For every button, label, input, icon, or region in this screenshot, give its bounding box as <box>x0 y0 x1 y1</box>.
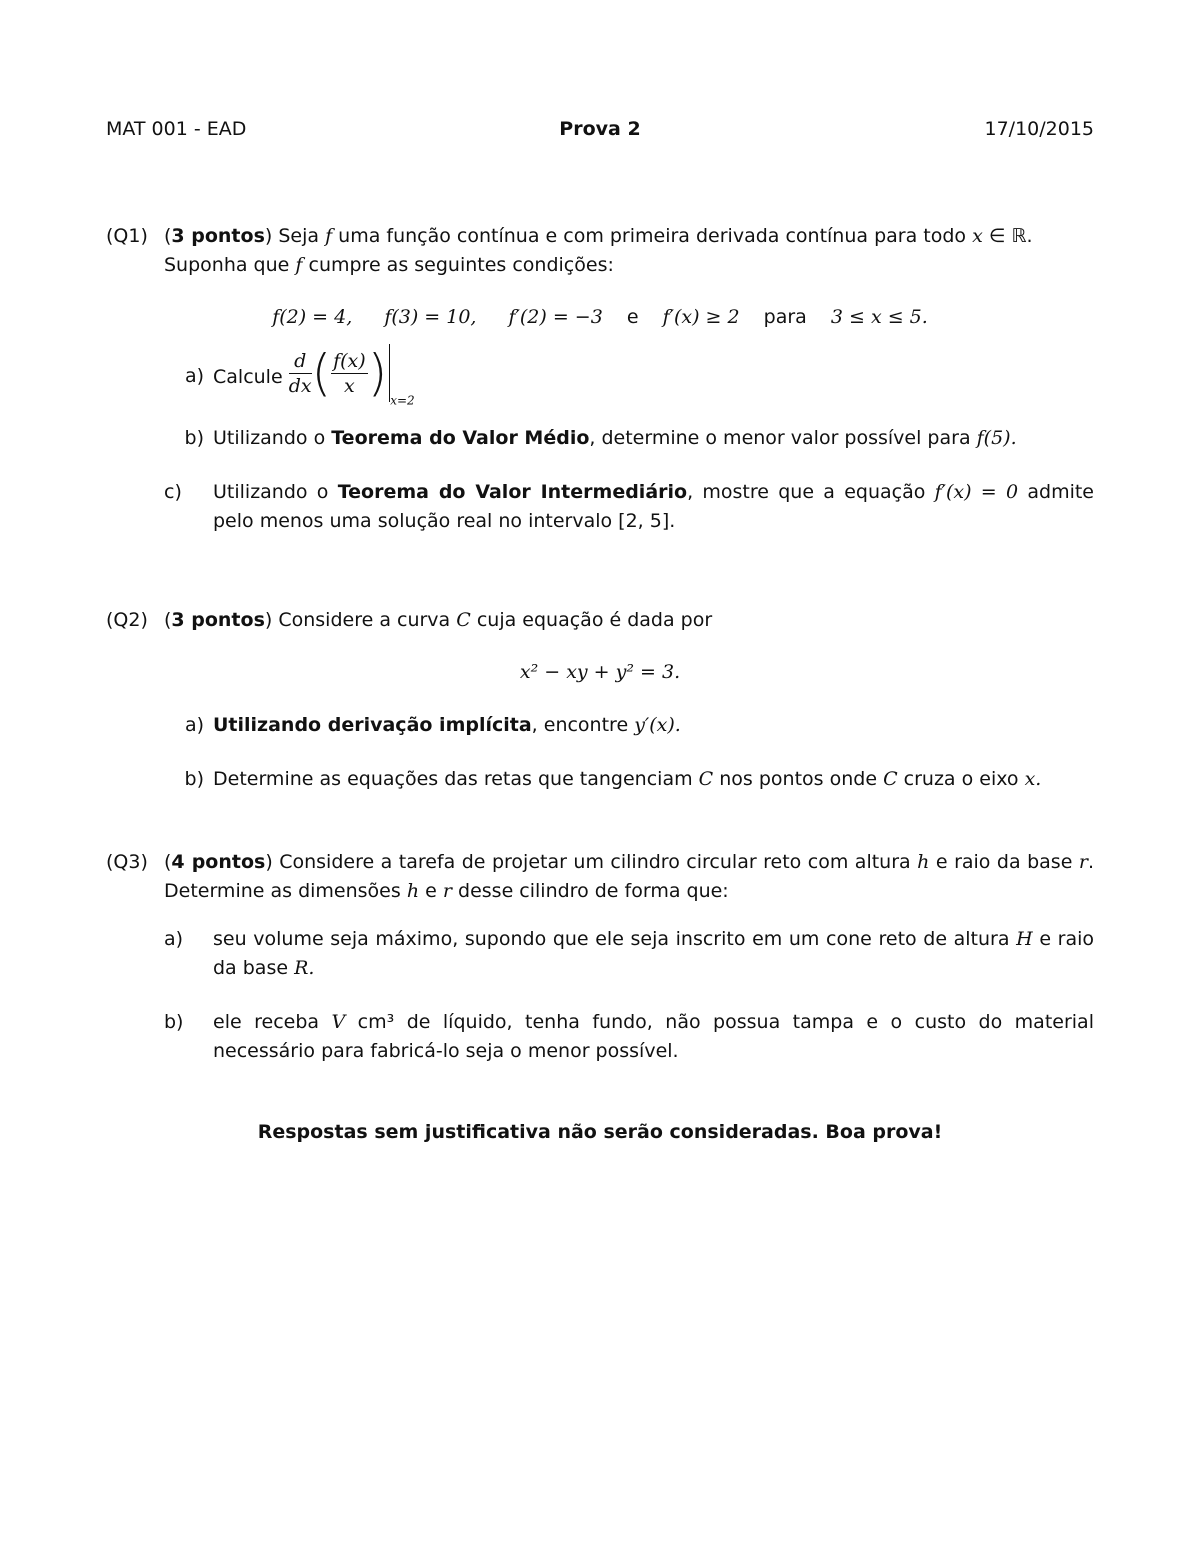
curve-equation: x² − xy + y² = 3. <box>519 661 681 683</box>
question-points: 3 pontos <box>171 225 265 247</box>
item-text: Utilizando o <box>213 427 326 449</box>
quotient-fraction: $\frac{f(x)}{x}$ <box>333 349 366 397</box>
item-label: a) <box>184 714 204 736</box>
item-label: c) <box>164 481 182 503</box>
exam-header <box>106 118 1094 144</box>
item-text: nos pontos onde <box>719 768 878 790</box>
condition: f′(x) ≥ 2 <box>662 306 740 328</box>
question-points: 4 pontos <box>171 851 266 873</box>
question-intro: (4 pontos) Considere a tarefa de projetar um cilindro circular reto com altura h e raio da base r. Determine as dimensões h e r desse cilindro de forma que: <box>164 851 1095 902</box>
item-a <box>164 925 1094 983</box>
intro-text: Considere a tarefa de projetar um cilindro circular reto com altura <box>279 851 911 873</box>
math-x-in-R: x <box>972 225 983 247</box>
math-expr: x. <box>1024 768 1042 790</box>
item-text: , encontre <box>531 714 629 736</box>
item-c <box>164 478 1094 536</box>
question-label: (Q1) <box>106 225 148 247</box>
item-text: Calcule <box>213 365 283 388</box>
intro-text: e raio da base <box>935 851 1073 873</box>
condition-connector: e <box>626 306 639 328</box>
math-C: C <box>456 609 471 631</box>
intro-text: . Determine as dimensões <box>164 851 1095 902</box>
question-intro: (3 pontos) Seja f uma função contínua e com primeira derivada contínua para todo x ∈ ℝ. Suponha que f cumpre as seguintes condições: <box>164 225 1033 276</box>
right-paren: ) <box>367 344 388 402</box>
item-text: de líquido, tenha fundo, não possua tampa e o custo do material necessário para fabricá-lo seja o menor possível. <box>213 1011 1094 1062</box>
math-R: R. <box>294 957 315 979</box>
closing-note: Respostas sem justificativa não serão consideradas. Boa prova! <box>257 1121 943 1143</box>
math-h: h <box>406 880 420 902</box>
item-text: cruza o eixo <box>903 768 1019 790</box>
math-expr: y′(x). <box>634 714 681 736</box>
item-label: a) <box>184 365 204 387</box>
math-expr: f′(x) = 0 <box>934 481 1019 503</box>
item-text: seu volume seja máximo, supondo que ele seja inscrito em um cone reto de altura <box>213 928 1010 950</box>
math-expr: f(5). <box>976 427 1017 449</box>
left-paren: ( <box>311 344 332 402</box>
item-a <box>164 711 1094 740</box>
intro-text: Considere a curva <box>278 609 451 631</box>
item-text: e raio da base <box>213 928 1094 979</box>
item-text: , determine o menor valor possível para <box>589 427 971 449</box>
condition: f(3) = 10, <box>384 306 477 328</box>
item-a <box>164 344 1094 414</box>
math-r: r <box>1078 851 1088 873</box>
item-b <box>164 424 1094 453</box>
math-h: h <box>917 851 930 873</box>
condition-connector: para <box>763 306 807 328</box>
item-text: admite pelo menos uma solução real no intervalo [2, 5]. <box>213 481 1094 532</box>
exam-date: 17/10/2015 <box>984 118 1094 140</box>
intro-text: cumpre as seguintes condições: <box>308 254 614 276</box>
math-C: C <box>698 768 714 790</box>
theorem-name: Teorema do Valor Médio <box>331 427 590 449</box>
intro-text: Seja <box>278 225 320 247</box>
condition: f′(2) = −3 <box>508 306 603 328</box>
math-V: V <box>331 1011 346 1033</box>
exam-title: Prova 2 <box>559 118 641 140</box>
item-b <box>164 1008 1094 1066</box>
evaluation-point: x=2 <box>390 393 415 408</box>
item-label: b) <box>164 1011 184 1033</box>
math-f: f <box>295 254 303 276</box>
math-r: r <box>442 880 452 902</box>
intro-text: desse cilindro de forma que: <box>458 880 729 902</box>
theorem-name: Teorema do Valor Intermediário <box>337 481 688 503</box>
item-label: a) <box>164 928 184 950</box>
intro-text: e <box>425 880 437 902</box>
item-label: b) <box>184 768 204 790</box>
method-name: Utilizando derivação implícita <box>213 714 532 736</box>
question-1 <box>106 222 1094 536</box>
item-text: , mostre que a equação <box>687 481 926 503</box>
question-2 <box>106 606 1094 794</box>
math-H: H <box>1016 928 1033 950</box>
math-f: f <box>325 225 333 247</box>
question-points: 3 pontos <box>171 609 265 631</box>
derivative-operator: $\frac{d}{dx}$ <box>288 349 312 397</box>
course-code: MAT 001 - EAD <box>106 118 247 140</box>
item-b <box>164 765 1094 794</box>
condition: 3 ≤ x ≤ 5. <box>830 306 928 328</box>
math-C: C <box>883 768 898 790</box>
intro-text: cuja equação é dada por <box>476 609 713 631</box>
question-label: (Q3) <box>106 851 148 873</box>
condition: f(2) = 4, <box>272 306 353 328</box>
item-label: b) <box>184 427 204 449</box>
intro-text: uma função contínua e com primeira derivada contínua para todo <box>338 225 967 247</box>
unit: cm³ <box>357 1011 395 1033</box>
question-intro: (3 pontos) Considere a curva C cuja equação é dada por <box>164 609 713 631</box>
conditions-equation <box>106 303 1094 332</box>
item-text: ele receba <box>213 1011 320 1033</box>
question-3 <box>106 848 1094 1066</box>
item-text: Utilizando o <box>213 481 329 503</box>
intro-text: Suponha que <box>164 254 290 276</box>
item-text: Determine as equações das retas que tangenciam <box>213 768 693 790</box>
question-label: (Q2) <box>106 609 148 631</box>
